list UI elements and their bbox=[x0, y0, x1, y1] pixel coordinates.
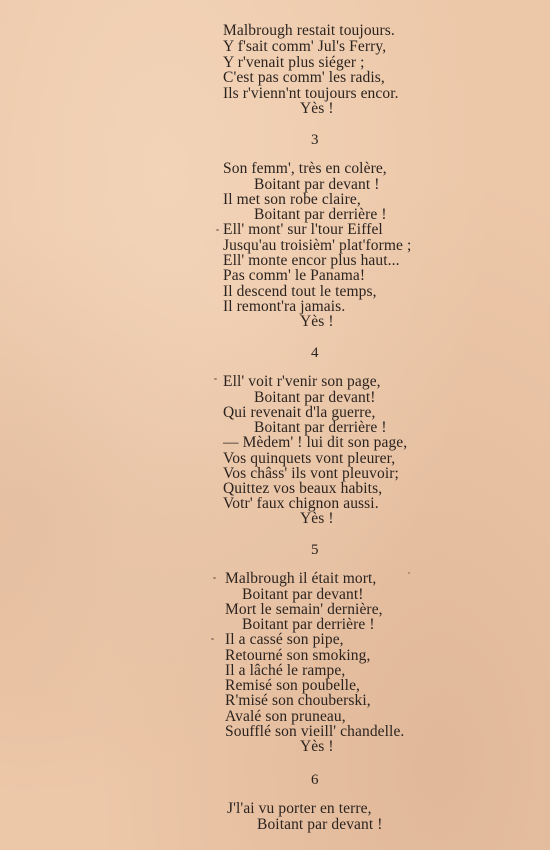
paper-speck bbox=[408, 572, 410, 574]
refrain-yes: Yès ! bbox=[300, 738, 334, 755]
verse-line: Remisé son poubelle, bbox=[225, 677, 361, 694]
verse-line: Son femm', très en colère, bbox=[223, 160, 387, 177]
paper-speck bbox=[213, 577, 216, 579]
verse-line: Vos quinquets vont pleurer, bbox=[223, 450, 396, 467]
verse-line: Avalé son pruneau, bbox=[225, 708, 346, 725]
verse-line: Soufflé son vieill' chandelle. bbox=[225, 723, 405, 740]
verse-line: Quittez vos beaux habits, bbox=[223, 480, 383, 497]
verse-line: C'est pas comm' les radis, bbox=[223, 69, 385, 86]
verse-line: Vos châss' ils vont pleuvoir; bbox=[223, 465, 399, 482]
verse-line: Il a cassé son pipe, bbox=[225, 631, 344, 648]
verse-line: Jusqu'au troisièm' plat'forme ; bbox=[223, 237, 412, 254]
stanza-number: 3 bbox=[311, 132, 319, 148]
verse-line: Ell' voit r'venir son page, bbox=[223, 373, 381, 390]
verse-line: — Mèdem' ! lui dit son page, bbox=[223, 434, 408, 451]
paper-speck bbox=[216, 229, 219, 231]
verse-line: Il a lâché le rampe, bbox=[225, 662, 346, 679]
verse-line: Mort le semain' dernière, bbox=[225, 601, 383, 618]
verse-line: Boitant par derrière ! bbox=[242, 616, 375, 633]
verse-line: Boitant par devant! bbox=[242, 586, 364, 603]
verse-line: Y r'venait plus siéger ; bbox=[223, 54, 365, 71]
verse-line: Boitant par derrière ! bbox=[254, 206, 387, 223]
verse-line: Boitant par devant ! bbox=[254, 176, 380, 193]
stanza-number: 5 bbox=[311, 542, 319, 558]
paper-speck bbox=[214, 378, 217, 380]
verse-line: Ell' mont' sur l'tour Eiffel bbox=[223, 221, 383, 238]
paper-speck bbox=[211, 638, 214, 640]
verse-line: Il met son robe claire, bbox=[223, 191, 361, 208]
verse-line: J'l'ai vu porter en terre, bbox=[227, 800, 372, 817]
verse-line: Il descend tout le temps, bbox=[223, 283, 377, 300]
verse-line: R'misé son chouberski, bbox=[225, 692, 371, 709]
verse-line: Pas comm' le Panama! bbox=[223, 267, 366, 284]
verse-line: Retourné son smoking, bbox=[225, 647, 371, 664]
refrain-yes: Yès ! bbox=[300, 313, 334, 330]
verse-line: Y f'sait comm' Jul's Ferry, bbox=[223, 38, 387, 55]
verse-line: Boitant par devant! bbox=[254, 389, 376, 406]
verse-line: Malbrough il était mort, bbox=[225, 570, 377, 587]
refrain-yes: Yès ! bbox=[300, 100, 334, 117]
verse-line: Boitant par derrière ! bbox=[254, 419, 387, 436]
refrain-yes: Yès ! bbox=[300, 510, 334, 527]
stanza-number: 6 bbox=[311, 772, 319, 788]
verse-line: Ils r'vienn'nt toujours encor. bbox=[223, 85, 399, 102]
verse-line: Ell' monte encor plus haut... bbox=[223, 252, 400, 269]
verse-line: Malbrough restait toujours. bbox=[223, 22, 395, 39]
verse-line: Qui revenait d'la guerre, bbox=[223, 404, 376, 421]
stanza-number: 4 bbox=[311, 345, 319, 361]
verse-line: Votr' faux chignon aussi. bbox=[223, 495, 379, 512]
verse-line: Boitant par devant ! bbox=[257, 816, 383, 833]
verse-line: Il remont'ra jamais. bbox=[223, 298, 346, 315]
